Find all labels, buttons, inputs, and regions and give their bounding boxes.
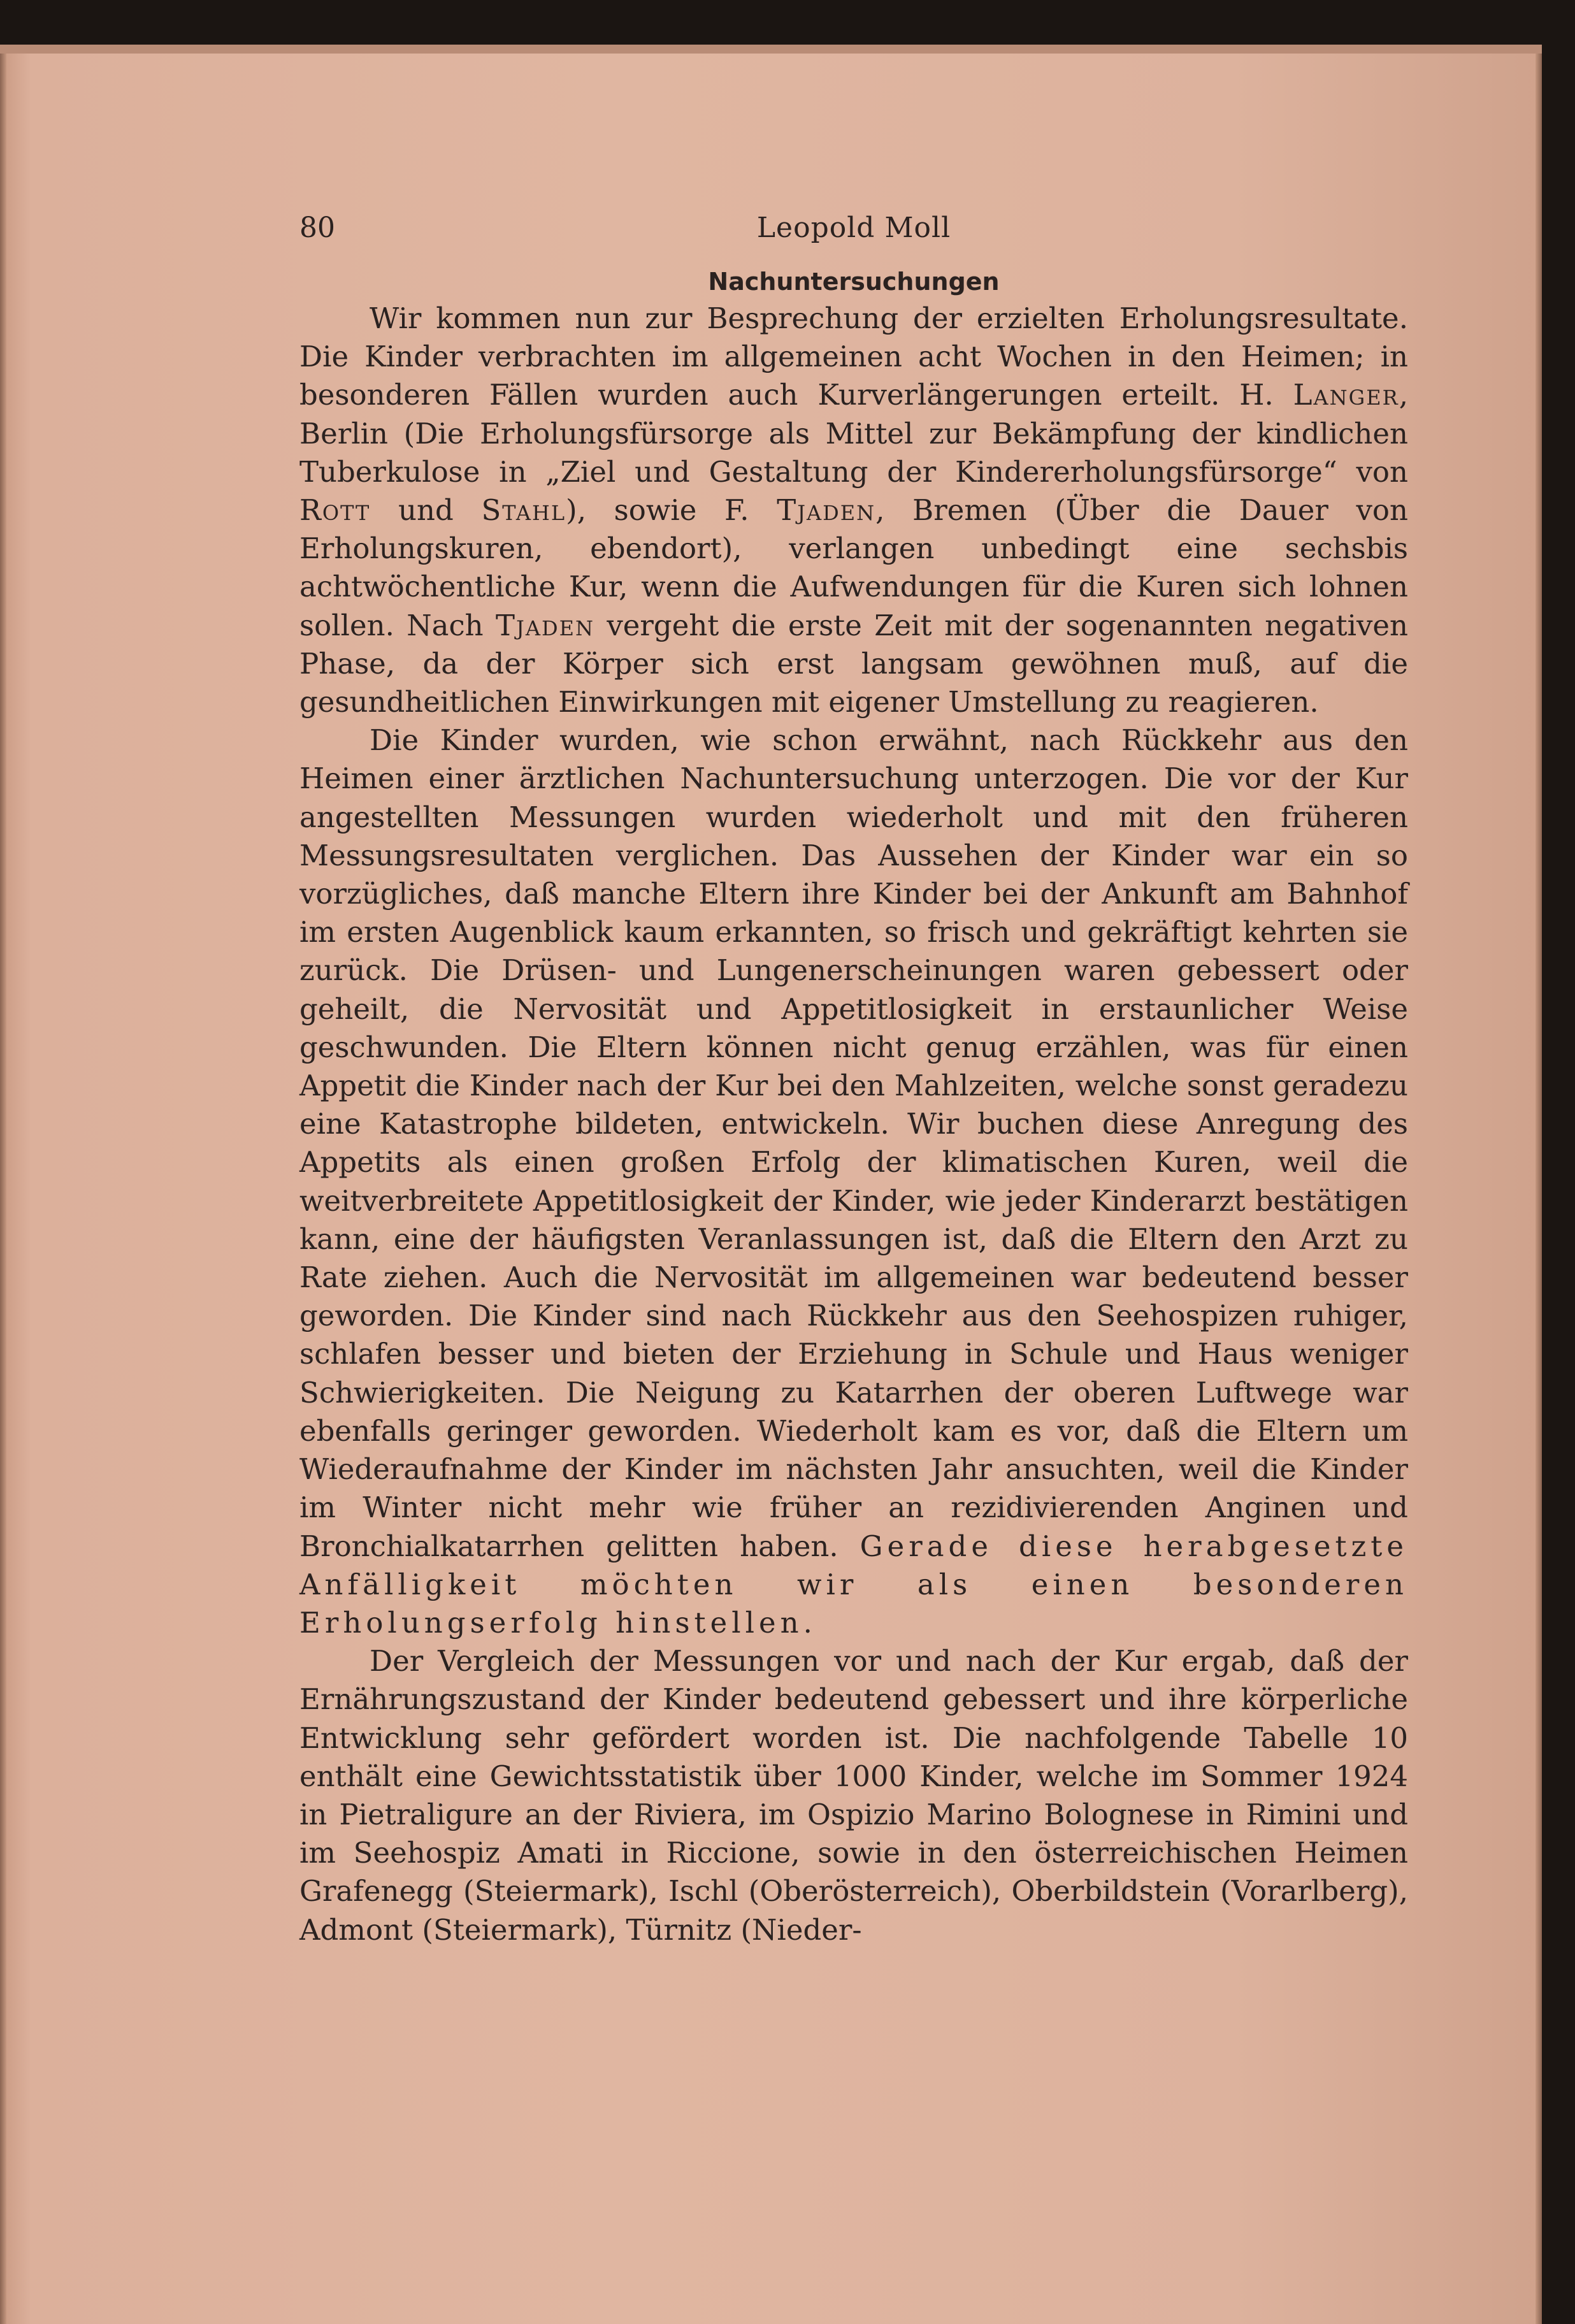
author-name-rott: Rott <box>299 493 371 528</box>
p2-emphasis: Gerade diese herabgesetzte Anfälligkeit möchten wir als einen besonderen Erholungserfolg hinstellen. <box>299 1529 1408 1640</box>
text-block <box>299 212 1408 1949</box>
p1-text-c: und <box>370 493 482 528</box>
paragraph-1 <box>299 300 1408 721</box>
paragraph-3 <box>299 1642 1408 1949</box>
author-name-stahl: Stahl <box>481 493 566 528</box>
author-name-tjaden: Tjaden <box>777 493 876 528</box>
p1-text-e: , Bremen (Über die Dauer von Erholungskuren, ebendort), verlangen unbedingt eine sechsbis achtwöchentliche Kur, wenn die Aufwendungen für die Kuren sich lohnen sollen. Nach <box>299 493 1408 642</box>
paragraph-2 <box>299 721 1408 1642</box>
p1-text-a: Wir kommen nun zur Besprechung der erzielten Erholungsresultate. Die Kinder verbrachten im allgemeinen acht Wochen in den Heimen; in besonderen Fällen wurden auch Kurverlängerungen erteilt. H. <box>299 301 1408 412</box>
page-edge-left <box>0 54 6 2324</box>
p1-text-b: , Berlin (Die Erholungsfürsorge als Mittel zur Bekämpfung der kindlichen Tuberkulose in „Ziel und Gestaltung der Kindererholungsfürsorge“ von <box>299 378 1408 489</box>
author-name-langer: Langer <box>1293 378 1399 412</box>
running-head <box>299 212 1408 263</box>
author-name-tjaden-2: Tjaden <box>496 608 594 642</box>
section-heading: Nachuntersuchungen <box>708 268 1000 296</box>
page-number: 80 <box>299 212 335 244</box>
p1-text-f: vergeht die erste Zeit mit der sogenannten negativen Phase, da der Körper sich erst langsam gewöhnen muß, auf die gesundheitlichen Einwirkungen mit eigener Umstellung zu reagieren. <box>299 608 1408 719</box>
running-head-author: Leopold Moll <box>756 212 951 244</box>
p2-text: Die Kinder wurden, wie schon erwähnt, nach Rückkehr aus den Heimen einer ärztlichen Nachuntersuchung unterzogen. Die vor der Kur angestellten Messungen wurden wiederholt und mit den früheren Messungsresultaten verglichen. Das Aussehen der Kinder war ein so vorzügliches, daß manche Eltern ihre Kinder bei der Ankunft am Bahnhof im ersten Augenblick kaum erkannten, so frisch und gekräftigt kehrten sie zurück. Die Drüsen- und Lungenerscheinungen waren gebessert oder geheilt, die Nervosität und Appetitlosigkeit in erstaunlicher Weise geschwunden. Die Eltern können nicht genug erzählen, was für einen Appetit die Kinder nach der Kur bei den Mahlzeiten, welche sonst geradezu eine Katastrophe bildeten, entwickeln. Wir buchen diese Anregung des Appetits als einen großen Erfolg der klimatischen Kuren, weil die weitverbreitete Appetitlosigkeit der Kinder, wie jeder Kinderarzt bestätigen kann, eine der häufigsten Veranlassungen ist, daß die Eltern den Arzt zu Rate ziehen. Auch die Nervosität im allgemeinen war bedeutend besser geworden. Die Kinder sind nach Rückkehr aus den Seehospizen ruhiger, schlafen besser und bieten der Erziehung in Schule und Haus weniger Schwierigkeiten. Die Neigung zu Katarrhen der oberen Luftwege war ebenfalls geringer geworden. Wiederholt kam es vor, daß die Eltern um Wiederaufnahme der Kinder im nächsten Jahr ansuchten, weil die Kinder im Winter nicht mehr wie früher an rezidivierenden Anginen und Bronchialkatarrhen gelitten haben. <box>299 723 1408 1563</box>
page-edge-right <box>1535 54 1542 2324</box>
p3-text: Der Vergleich der Messungen vor und nach der Kur ergab, daß der Ernährungszustand der Kinder bedeutend gebessert und ihre körperliche Entwicklung sehr gefördert worden ist. Die nachfolgende Tabelle 10 enthält eine Gewichtsstatistik über 1000 Kinder, welche im Sommer 1924 in Pietraligure an der Riviera, im Ospizio Marino Bolognese in Rimini und im Seehospiz Amati in Riccione, sowie in den österreichischen Heimen Grafenegg (Steiermark), Ischl (Oberösterreich), Oberbildstein (Vorarlberg), Admont (Steiermark), Türnitz (Nieder- <box>299 1644 1408 1947</box>
book-page <box>0 45 1542 2324</box>
p1-text-d: ), sowie F. <box>566 493 777 528</box>
